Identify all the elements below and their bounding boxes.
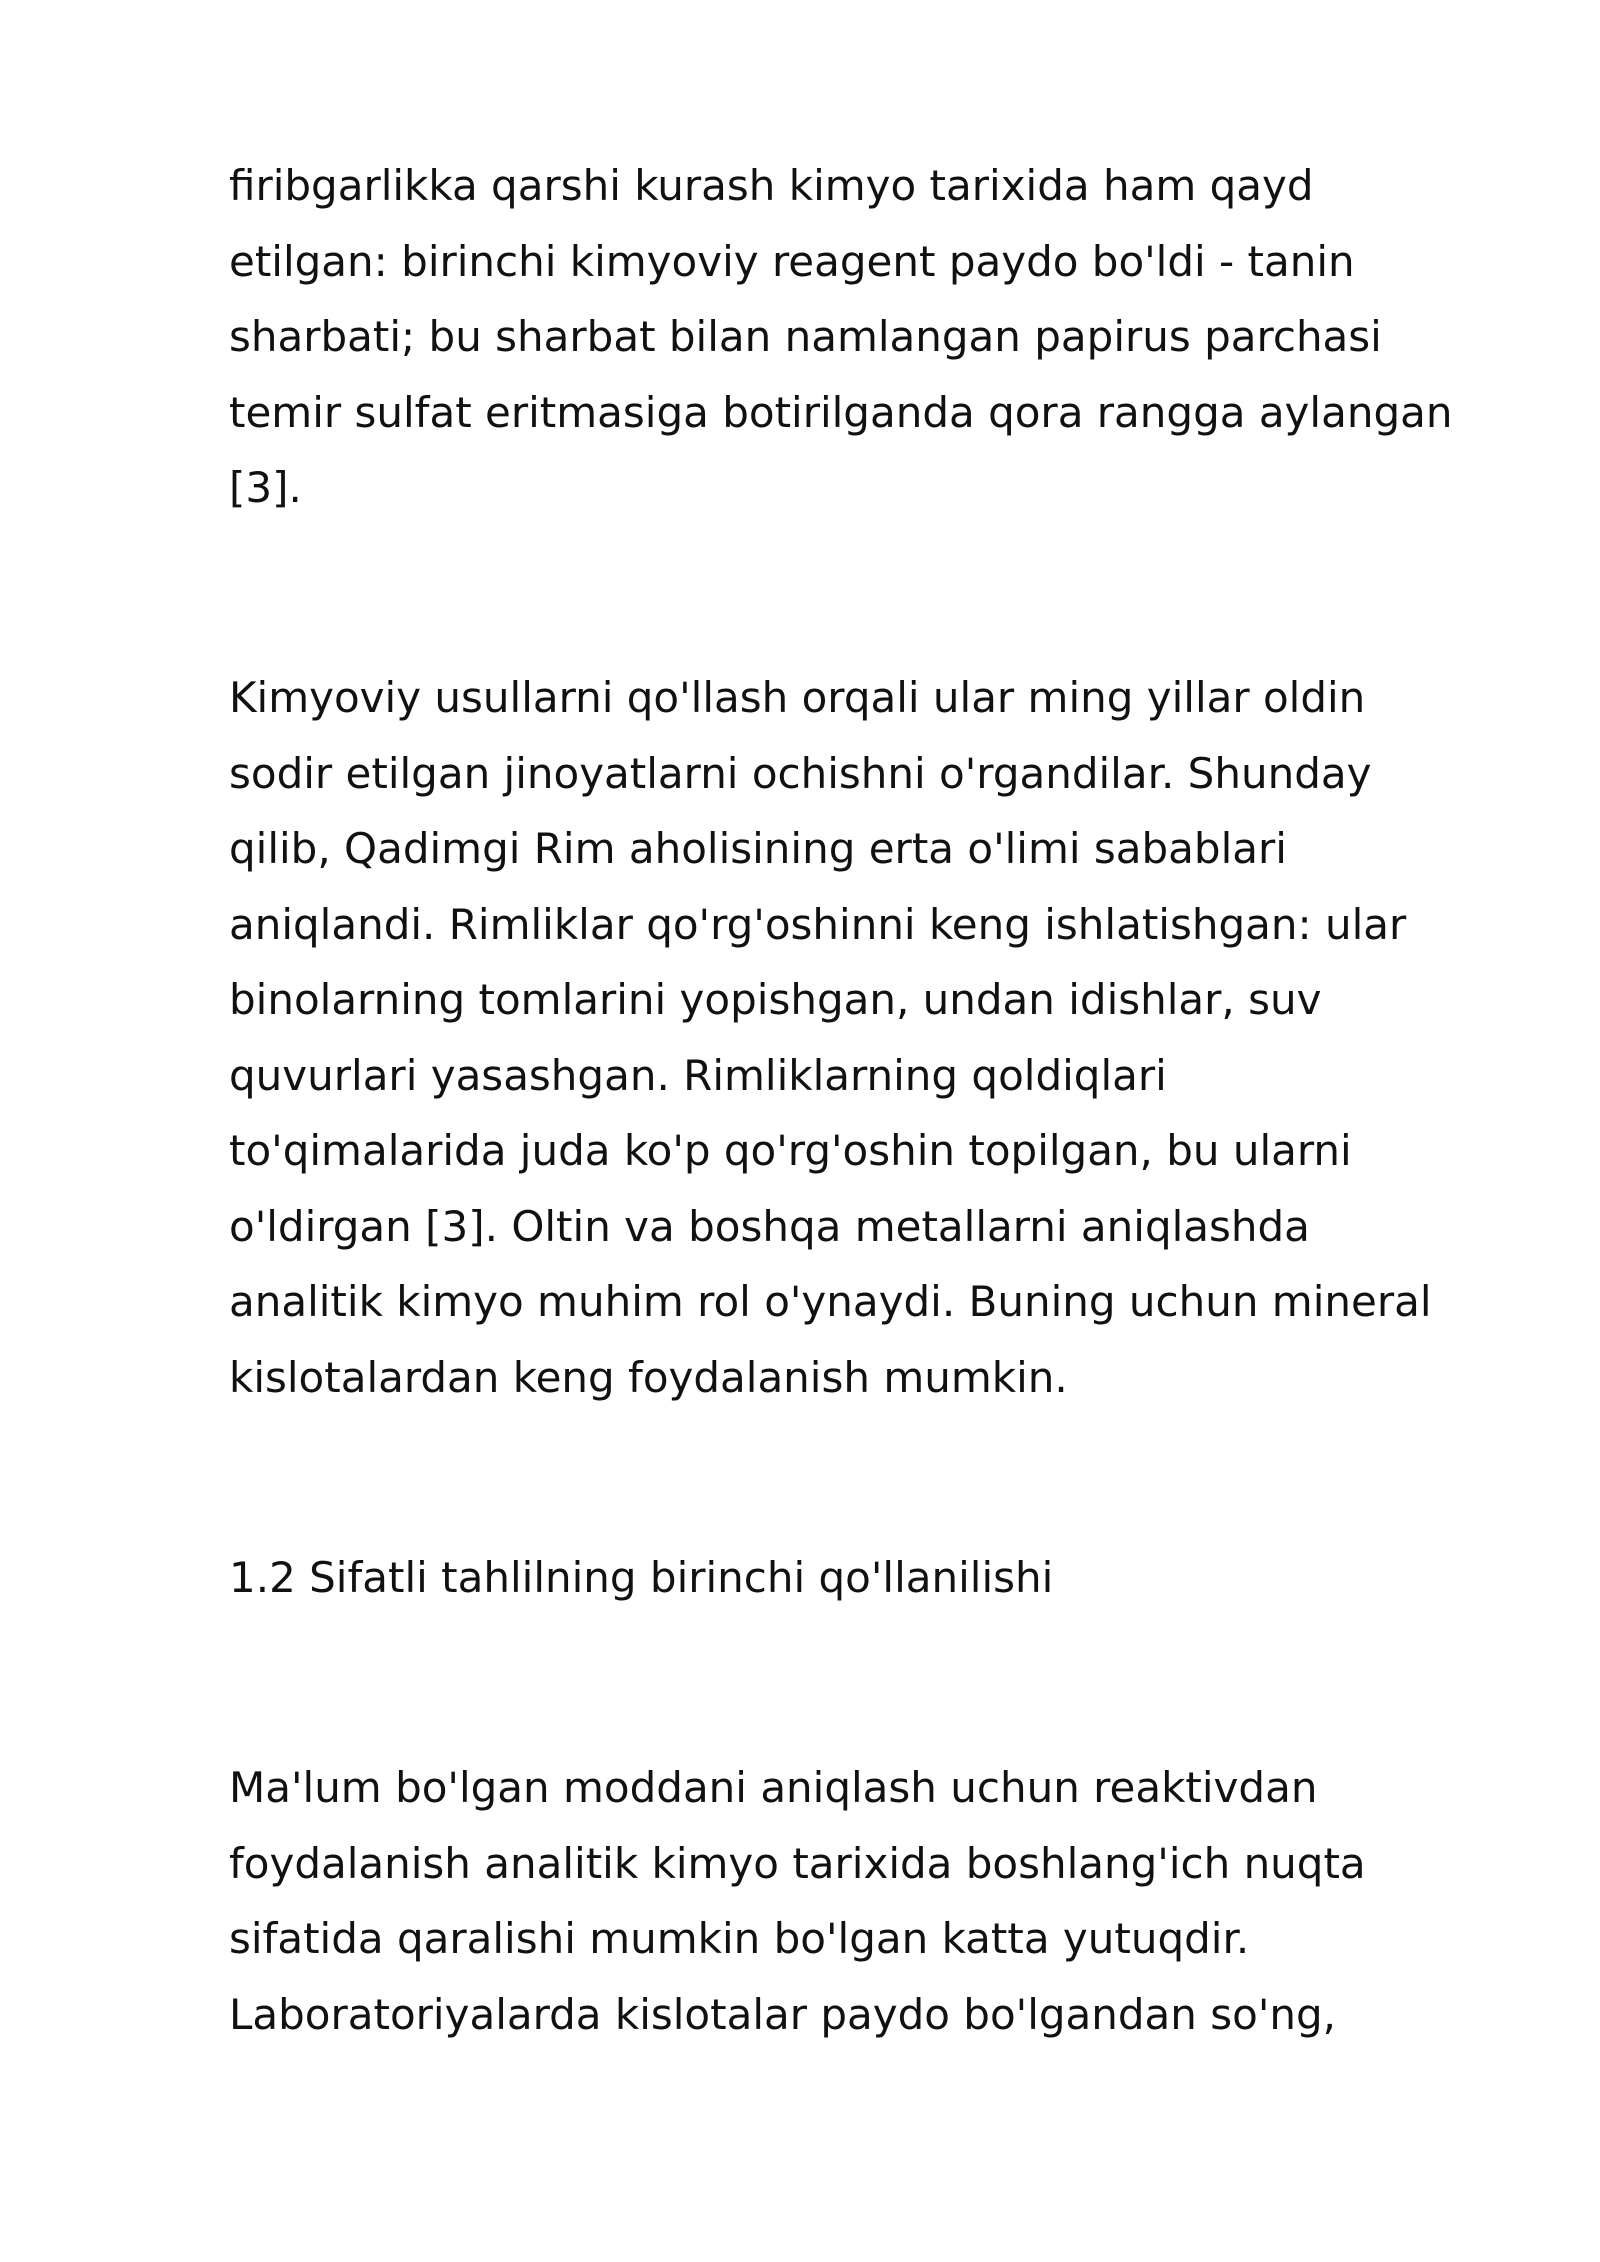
section-heading-1-2: 1.2 Sifatli tahlilning birinchi qo'llanilishi — [229, 1553, 1054, 1602]
paragraph-reagent-use: Ma'lum bo'lgan moddani aniqlash uchun reaktivdan foydalanish analitik kimyo tarixida boshlang'ich nuqta sifatida qaralishi mumkin bo'lgan katta yutuqdir. Laboratoriyalarda kislotalar paydo bo'lgandan so'ng, — [229, 1763, 1366, 2039]
paragraph-tanin-reagent: firibgarlikka qarshi kurash kimyo tarixida ham qayd etilgan: birinchi kimyoviy reagent paydo bo'ldi - tanin sharbati; bu sharbat bilan namlangan papirus parchasi temir sulfat eritmasiga botirilganda qora rangga aylangan [3]. — [229, 161, 1453, 512]
paragraph-chemical-methods-rome: Kimyoviy usullarni qo'llash orqali ular ming yillar oldin sodir etilgan jinoyatlarni ochishni o'rgandilar. Shunday qilib, Qadimgi Rim aholisining erta o'limi sabablari aniqlandi. Rimliklar qo'rg'oshinni keng ishlatishgan: ular binolarning tomlarini yopishgan, undan idishlar, suv quvurlari yasashgan. Rimliklarning qoldiqlari to'qimalarida juda ko'p qo'rg'oshin topilgan, bu ularni o'ldirgan [3]. Oltin va boshqa metallarni aniqlashda analitik kimyo muhim rol o'ynaydi. Buning uchun mineral kislotalardan keng foydalanish mumkin. — [229, 673, 1432, 1402]
